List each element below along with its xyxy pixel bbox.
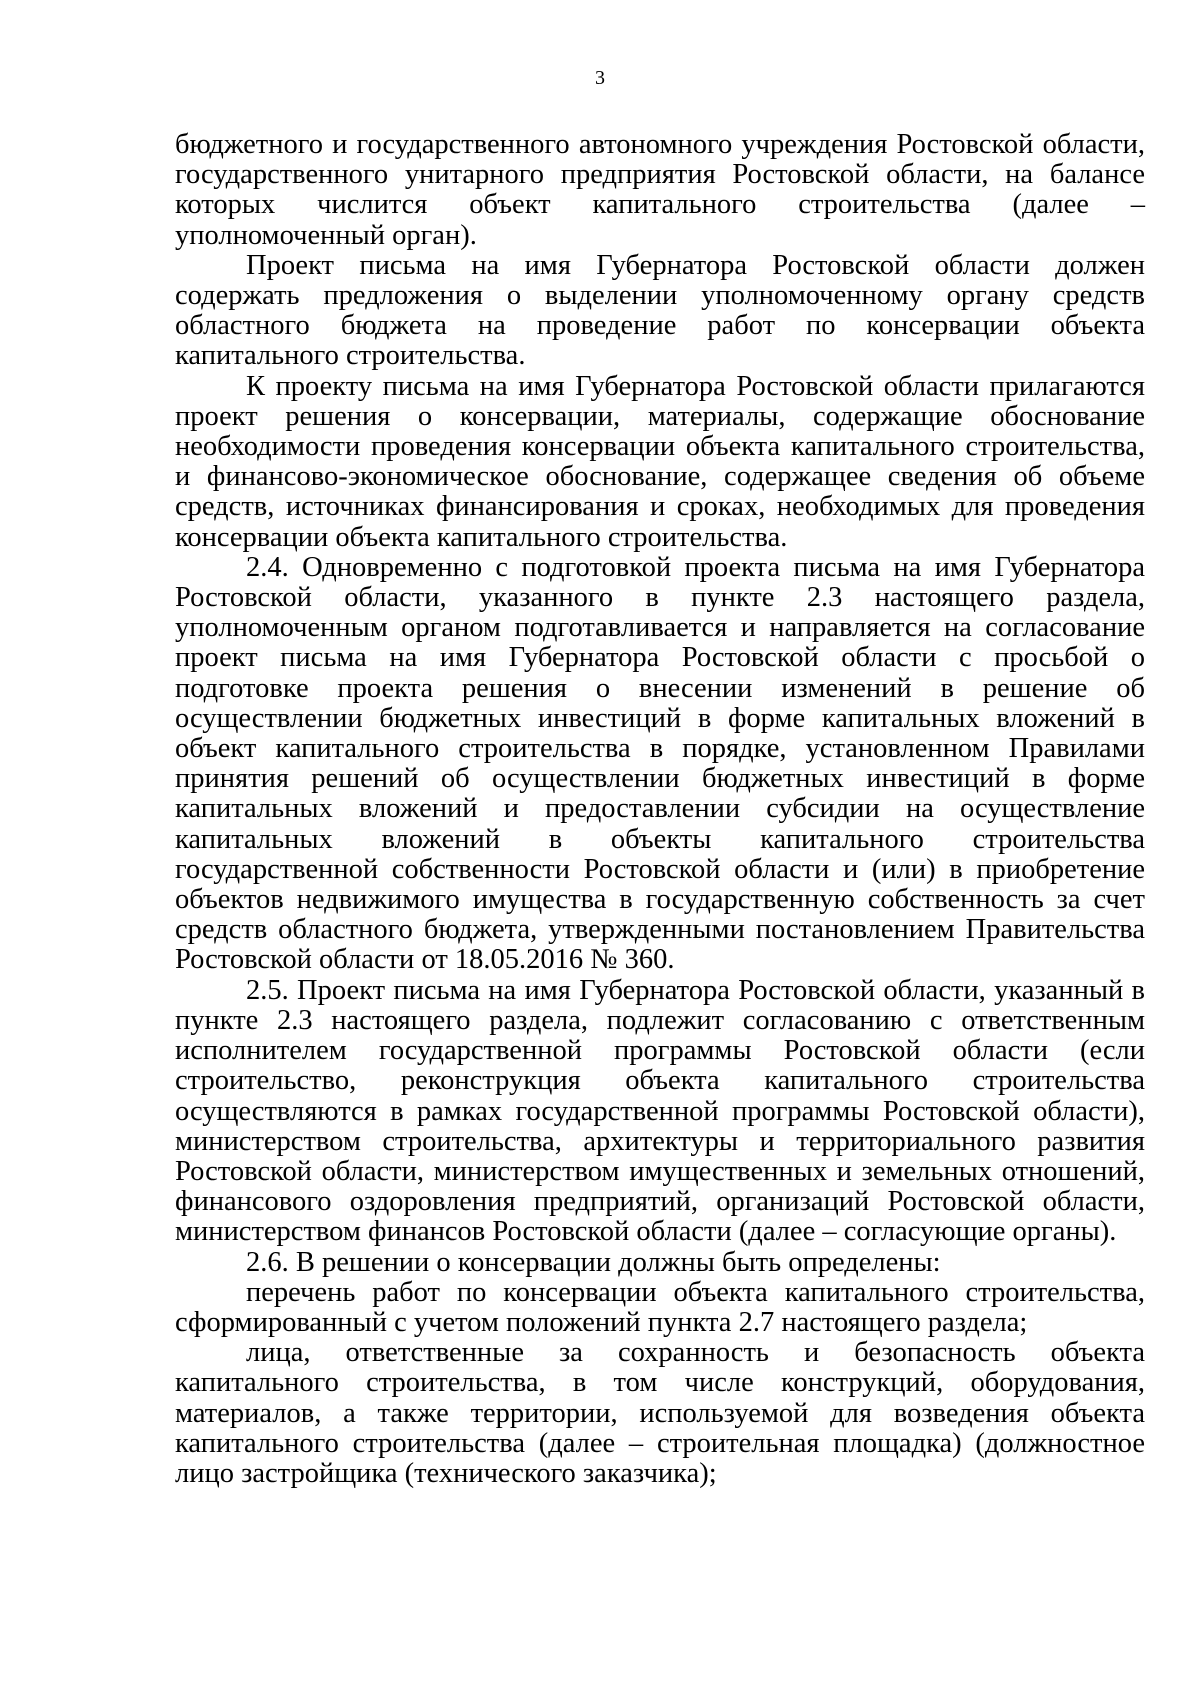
document-body (175, 130, 1145, 1489)
paragraph-clause-2-6: 2.6. В решении о консервации должны быть определены: (246, 1246, 941, 1278)
paragraph-letter-proposals: Проект письма на имя Губернатора Ростовской области должен содержать предложения о выделении уполномоченному органу средств областного бюджета на проведение работ по консервации объекта капитального строительства. (175, 249, 1145, 372)
paragraph-continuation: бюджетного и государственного автономного учреждения Ростовской области, государственного унитарного предприятия Ростовской области, на балансе которых числится объект капитального строительства (далее – уполномоченный орган). (175, 129, 1145, 251)
paragraph-clause-2-4: 2.4. Одновременно с подготовкой проекта письма на имя Губернатора Ростовской области, указанного в пункте 2.3 настоящего раздела, уполномоченным органом подготавливается и направляется на согласование проект письма на имя Губернатора Ростовской области с просьбой о подготовке проекта решения о внесении изменений в решение об осуществлении бюджетных инвестиций в форме капитальных вложений в объект капитального строительства в порядке, установленном Правилами принятия решений об осуществлении бюджетных инвестиций в форме капитальных вложений и предоставлении субсидии на осуществление капитальных вложений в объекты капитального строительства государственной собственности Ростовской области и (или) в приобретение объектов недвижимого имущества в государственную собственность за счет средств областного бюджета, утвержденными постановлением Правительства Ростовской области от 18.05.2016 № 360. (175, 551, 1145, 976)
paragraph-works-list: перечень работ по консервации объекта капитального строительства, сформированный с учетом положений пункта 2.7 настоящего раздела; (175, 1276, 1145, 1338)
page-number: 3 (595, 67, 605, 89)
paragraph-clause-2-5: 2.5. Проект письма на имя Губернатора Ростовской области, указанный в пункте 2.3 настоящего раздела, подлежит согласованию с ответственным исполнителем государственной программы Ростовской области (если строительство, реконструкция объекта капитального строительства осуществляются в рамках государственной программы Ростовской области), министерством строительства, архитектуры и территориального развития Ростовской области, министерством имущественных и земельных отношений, финансового оздоровления предприятий, организаций Ростовской области, министерством финансов Ростовской области (далее – согласующие органы). (175, 974, 1145, 1248)
paragraph-letter-attachments: К проекту письма на имя Губернатора Ростовской области прилагаются проект решения о консервации, материалы, содержащие обоснование необходимости проведения консервации объекта капитального строительства, и финансово-экономическое обоснование, содержащее сведения об объеме средств, источниках финансирования и сроках, необходимых для проведения консервации объекта капитального строительства. (175, 370, 1145, 553)
paragraph-responsible-persons: лица, ответственные за сохранность и безопасность объекта капитального строительства, в том числе конструкций, оборудования, материалов, а также территории, используемой для возведения объекта капитального строительства (далее – строительная площадка) (должностное лицо застройщика (технического заказчика); (175, 1337, 1145, 1489)
